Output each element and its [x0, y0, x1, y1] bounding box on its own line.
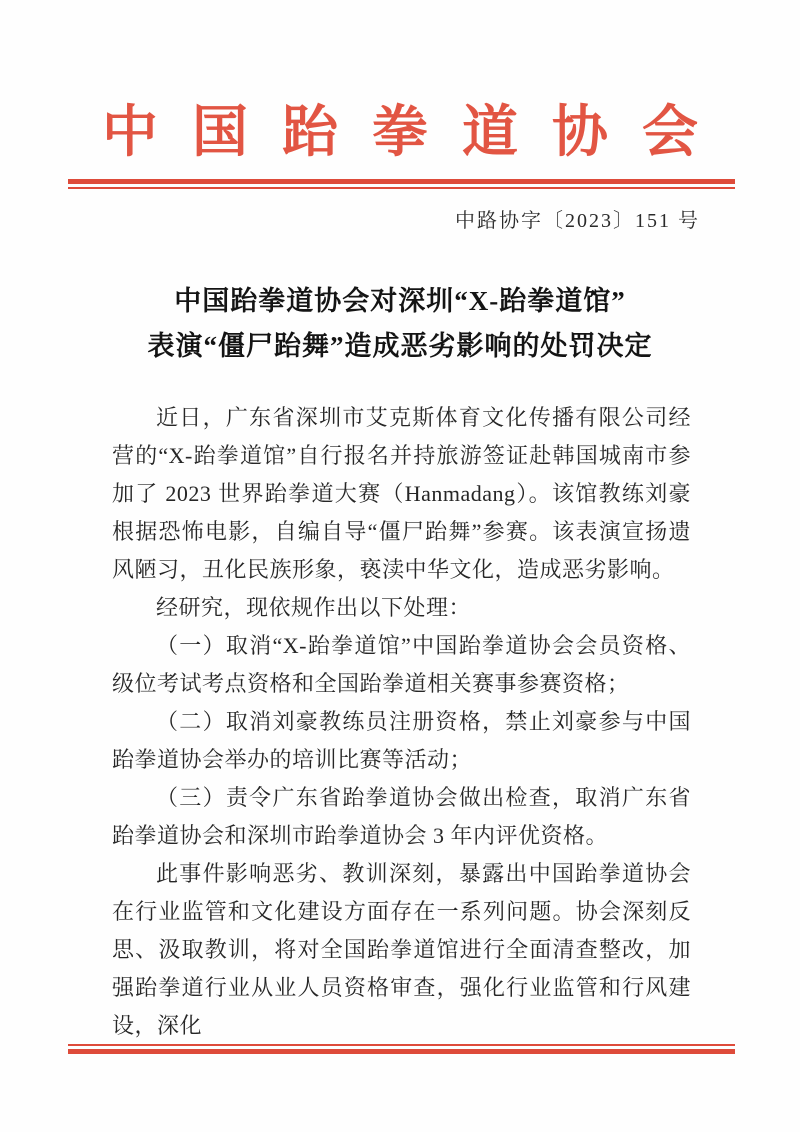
document-title [0, 279, 800, 369]
document-title-line-1: 中国跆拳道协会对深圳“X-跆拳道馆” [174, 286, 626, 316]
document-title-line-2: 表演“僵尸跆舞”造成恶劣影响的处罚决定 [147, 331, 653, 361]
footer-divider-thick-line [68, 1049, 735, 1054]
header-divider-thin-line [68, 187, 735, 189]
body-paragraph: 近日，广东省深圳市艾克斯体育文化传播有限公司经营的“X-跆拳道馆”自行报名并持旅游签证赴韩国城南市参加了 2023 世界跆拳道大赛（Hanmadang）。该馆教练刘豪根据恐怖电影，自编自导“僵尸跆舞”参赛。该表演宣扬遗风陋习，丑化民族形象，亵渎中华文化，造成恶劣影响。 [112, 405, 691, 582]
footer-divider [68, 1044, 735, 1054]
body-paragraph: 此事件影响恶劣、教训深刻，暴露出中国跆拳道协会在行业监管和文化建设方面存在一系列问题。协会深刻反思、汲取教训，将对全国跆拳道馆进行全面清查整改，加强跆拳道行业从业人员资格审查，强化行业监管和行风建设，深化 [112, 861, 691, 1038]
document-body [112, 399, 691, 1045]
org-name-header: 中国跆拳道协会 [102, 102, 732, 164]
body-paragraph: （一）取消“X-跆拳道馆”中国跆拳道协会会员资格、级位考试考点资格和全国跆拳道相关赛事参赛资格； [112, 633, 691, 696]
body-paragraph: （三）责令广东省跆拳道协会做出检查，取消广东省跆拳道协会和深圳市跆拳道协会 3 年内评优资格。 [112, 785, 691, 848]
body-paragraph: （二）取消刘豪教练员注册资格，禁止刘豪参与中国跆拳道协会举办的培训比赛等活动； [112, 709, 691, 772]
header-divider [68, 179, 735, 189]
body-paragraph: 经研究，现依规作出以下处理： [156, 595, 472, 620]
doc-number: 中路协字〔2023〕151 号 [455, 210, 700, 232]
